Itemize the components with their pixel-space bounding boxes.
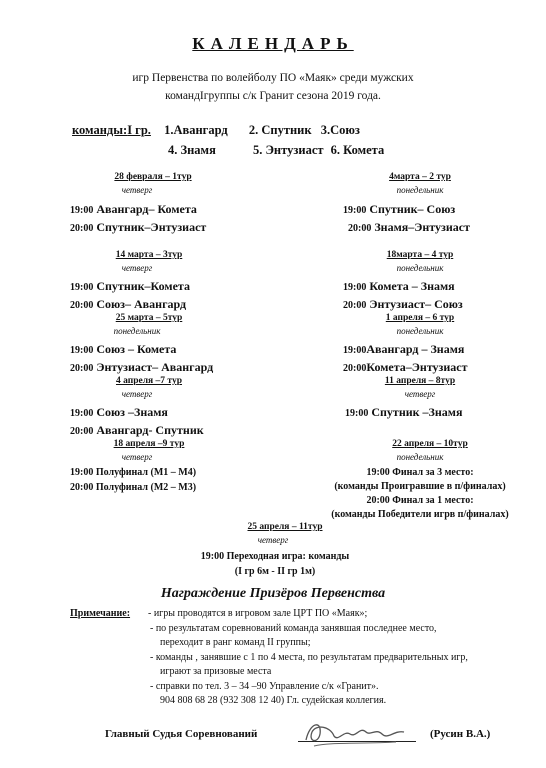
round-3-game-1: 19:00 Спутник–Комета (70, 279, 190, 293)
note-line-4: - команды , занявшие с 1 по 4 места, по результатам предварительных игр, (150, 652, 468, 663)
round-10-line-1: 19:00 Финал за 3 место: (366, 467, 474, 478)
round-9-day: четверг (121, 452, 153, 462)
subtitle-line-2: командIгруппы с/к Гранит сезона 2019 года. (165, 90, 381, 102)
round-8-day: четверг (404, 389, 436, 399)
round-10-line-4: (команды Победители игрв п/финалах) (331, 509, 509, 520)
judge-name: (Русин В.А.) (430, 728, 491, 740)
round-8-game-1: 19:00 Спутник –Знамя (345, 405, 463, 419)
award-title: Награждение Призёров Первенства (160, 586, 386, 601)
round-4-day: понедельник (396, 263, 444, 273)
subtitle-line-1: игр Первенства по волейболу ПО «Маяк» среди мужских (132, 72, 414, 84)
round-10-day: понедельник (396, 452, 444, 462)
round-3-date: 14 марта – 3тур (115, 250, 183, 260)
round-2-game-2: 20:00 Знамя–Энтузиаст (348, 220, 471, 234)
round-4-game-2: 20:00 Энтузиаст– Союз (343, 297, 463, 311)
round-2-date: 4марта – 2 тур (389, 172, 451, 182)
note-line-5: играют за призовые места (160, 666, 272, 677)
round-7-game-2: 20:00 Авангард- Спутник (70, 423, 204, 437)
round-6-game-1: 19:00Авангард – Знамя (343, 342, 465, 356)
round-7-game-1: 19:00 Союз –Знамя (70, 405, 168, 419)
round-10-line-2: (команды Проигравшие в п/финалах) (334, 481, 506, 492)
round-5-day: понедельник (113, 326, 161, 336)
round-10-date: 22 апреля – 10тур (392, 439, 468, 449)
page-title: КАЛЕНДАРЬ (192, 34, 354, 53)
round-11-line-2: (I гр 6м - II гр 1м) (234, 566, 316, 577)
round-2-day: понедельник (396, 185, 444, 195)
round-6-day: понедельник (396, 326, 444, 336)
round-1-day: четверг (121, 185, 153, 195)
team-5: 5. Энтузиаст (252, 143, 324, 157)
signature-icon (300, 712, 410, 752)
round-5-game-1: 19:00 Союз – Комета (70, 342, 177, 356)
round-5-game-2: 20:00 Энтузиаст– Авангард (70, 360, 214, 374)
round-1-date: 28 февраля – 1тур (114, 172, 192, 182)
teams-row-2 (168, 143, 384, 158)
round-9-game-1: 19:00 Полуфинал (М1 – М4) (70, 467, 197, 478)
team-3: 3.Союз (320, 123, 360, 137)
teams-row-1 (72, 123, 360, 138)
team-4: 4. Знамя (168, 143, 216, 157)
round-6-game-2: 20:00Комета–Энтузиаст (343, 360, 468, 374)
round-1-game-1: 19:00 Авангард– Комета (70, 202, 197, 216)
round-6-date: 1 апреля – 6 тур (385, 313, 455, 323)
team-1: 1.Авангард (164, 123, 228, 137)
notes-label: Примечание: (70, 608, 131, 619)
note-line-3: переходит в ранг команд II группы; (160, 637, 311, 648)
teams-label: команды: (72, 123, 128, 137)
round-10-line-3: 20:00 Финал за 1 место: (366, 495, 474, 506)
round-2-game-1: 19:00 Спутник– Союз (343, 202, 456, 216)
round-11-day: четверг (257, 535, 289, 545)
round-3-game-2: 20:00 Союз– Авангард (70, 297, 187, 311)
team-6: 6. Комета (330, 143, 385, 157)
round-7-date: 4 апреля –7 тур (115, 376, 183, 386)
round-5-date: 25 марта – 5тур (115, 313, 183, 323)
round-3-day: четверг (121, 263, 153, 273)
teams-group: I гр. (127, 123, 151, 137)
round-11-date: 25 апреля – 11тур (247, 522, 323, 532)
note-line-2: - по результатам соревнований команда занявшая последнее место, (150, 623, 437, 634)
round-1-game-2: 20:00 Спутник–Энтузиаст (70, 220, 207, 234)
round-8-date: 11 апреля – 8тур (384, 376, 456, 386)
note-line-1: - игры проводятся в игровом зале ЦРТ ПО «Маяк»; (148, 608, 368, 619)
note-line-7: 904 808 68 28 (932 308 12 40) Гл. судейская коллегия. (160, 695, 387, 706)
round-4-game-1: 19:00 Комета – Знамя (343, 279, 455, 293)
round-11-line-1: 19:00 Переходная игра: команды (200, 551, 350, 562)
round-9-game-2: 20:00 Полуфинал (М2 – М3) (70, 482, 197, 493)
round-4-date: 18марта – 4 тур (386, 250, 454, 260)
round-7-day: четверг (121, 389, 153, 399)
team-2: 2. Спутник (248, 123, 312, 137)
judge-label: Главный Судья Соревнований (105, 728, 258, 740)
note-line-6: - справки по тел. 3 – 34 –90 Управление с/к «Гранит». (150, 681, 379, 692)
round-9-date: 18 апреля –9 тур (113, 439, 185, 449)
